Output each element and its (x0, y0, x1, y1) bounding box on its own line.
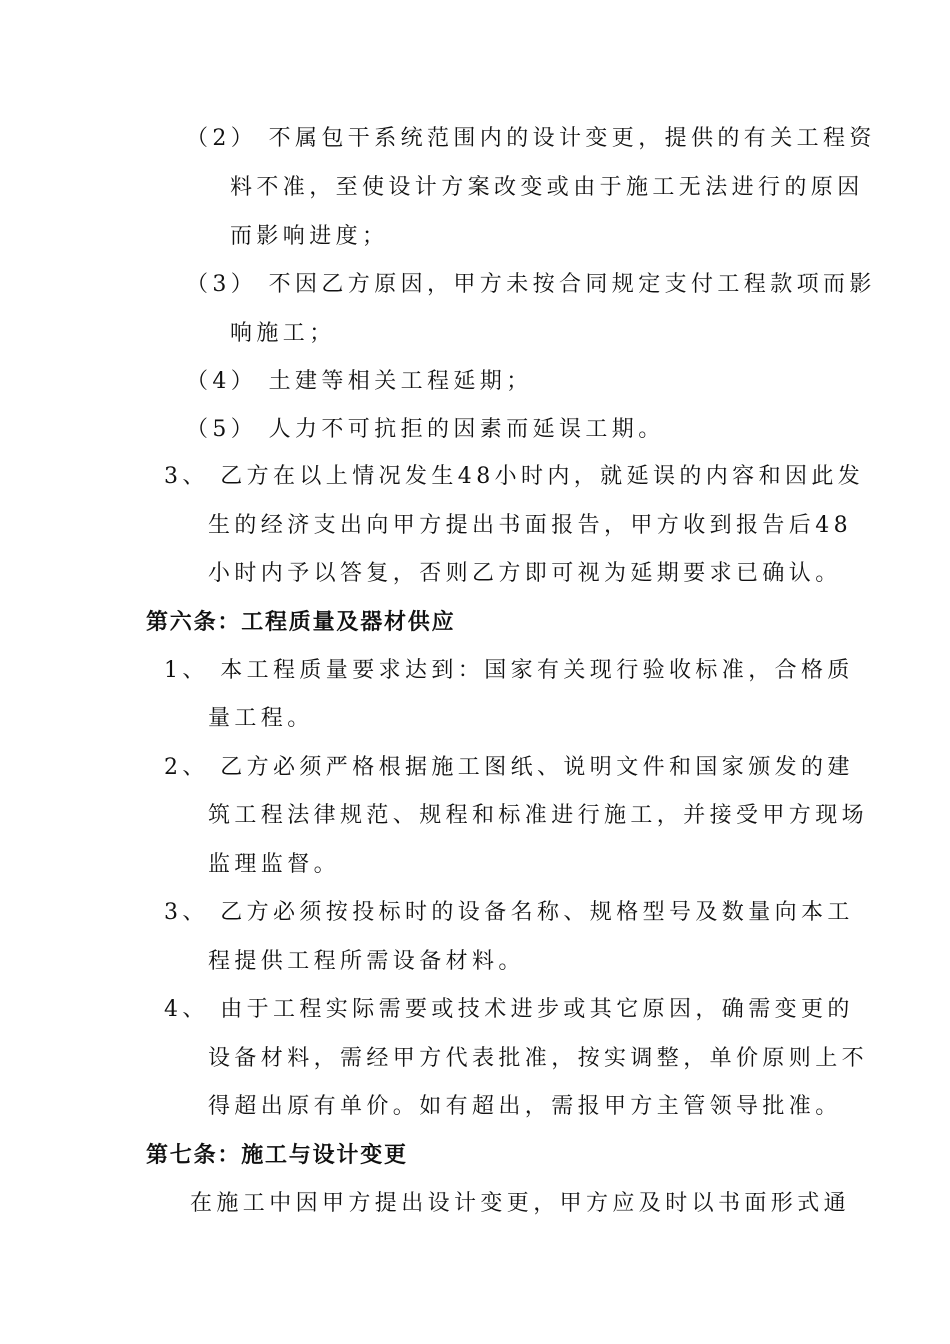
text-line: （2） 不属包干系统范围内的设计变更，提供的有关工程资 (186, 126, 876, 151)
text-line: 设备材料，需经甲方代表批准，按实调整，单价原则上不 (208, 1046, 869, 1071)
text-line: 料不准，至使设计方案改变或由于施工无法进行的原因 (230, 175, 864, 200)
section-heading: 第六条：工程质量及器材供应 (146, 610, 456, 635)
text-line: 程提供工程所需设备材料。 (208, 949, 525, 974)
text-line: 小时内予以答复，否则乙方即可视为延期要求已确认。 (208, 561, 842, 586)
text-line: 在施工中因甲方提出设计变更，甲方应及时以书面形式通 (190, 1191, 851, 1216)
text-line: （5） 人力不可抗拒的因素而延误工期。 (186, 417, 665, 442)
section-heading: 第七条：施工与设计变更 (146, 1143, 408, 1168)
text-line: 而影响进度； (230, 224, 389, 249)
text-line: 4、 由于工程实际需要或技术进步或其它原因，确需变更的 (164, 997, 854, 1022)
text-line: 1、 本工程质量要求达到：国家有关现行验收标准，合格质 (164, 658, 854, 683)
text-line: 监理监督。 (208, 852, 341, 877)
text-line: 筑工程法律规范、规程和标准进行施工，并接受甲方现场 (208, 803, 869, 828)
text-line: 生的经济支出向甲方提出书面报告，甲方收到报告后48 (208, 513, 852, 538)
text-line: （4） 土建等相关工程延期； (186, 369, 533, 394)
text-line: 量工程。 (208, 706, 314, 731)
text-line: 3、 乙方必须按投标时的设备名称、规格型号及数量向本工 (164, 900, 854, 925)
text-line: 3、 乙方在以上情况发生48小时内，就延误的内容和因此发 (164, 464, 865, 489)
text-line: 2、 乙方必须严格根据施工图纸、说明文件和国家颁发的建 (164, 755, 854, 780)
text-line: 得超出原有单价。如有超出，需报甲方主管领导批准。 (208, 1094, 842, 1119)
text-line: （3） 不因乙方原因，甲方未按合同规定支付工程款项而影 (186, 272, 876, 297)
text-line: 响施工； (230, 321, 336, 346)
